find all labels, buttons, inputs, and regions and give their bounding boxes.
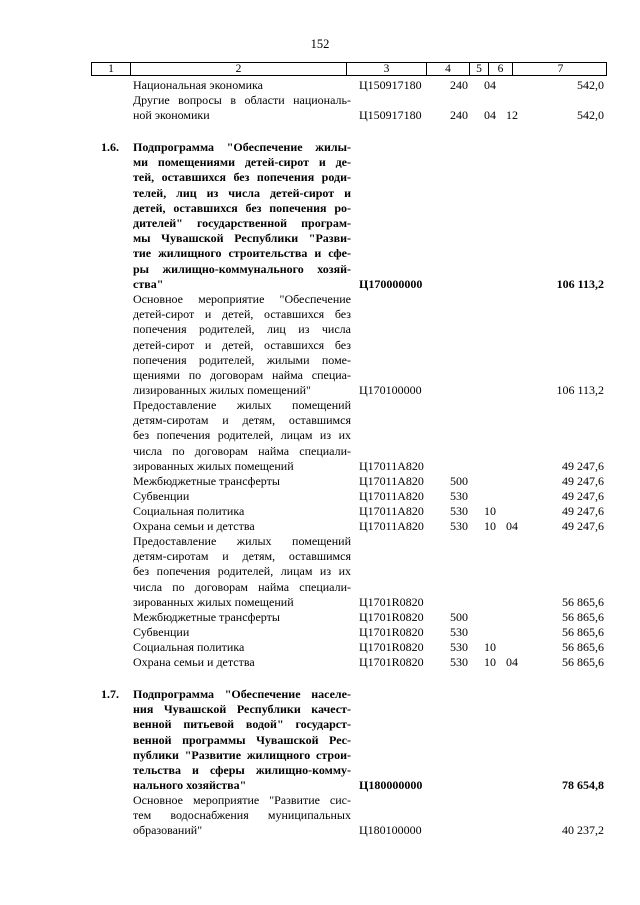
- target-code: Ц1701R0820: [359, 640, 424, 654]
- target-code: Ц1701R0820: [359, 655, 424, 669]
- target-code: Ц1701R0820: [359, 594, 424, 609]
- row-name-line: Другие вопросы в области националь-: [133, 93, 351, 107]
- row-name-line: детей-сирот и детей, оставшихся без: [133, 337, 351, 352]
- amount: 106 113,2: [556, 383, 604, 398]
- row-name: [133, 534, 351, 610]
- row-name-line: дителей" государственной програм-: [133, 216, 351, 231]
- row-name-line: Предоставление жилых помещений: [133, 398, 351, 412]
- section: 10: [484, 655, 496, 669]
- row-name-line: телей, лиц из числа детей-сирот и: [133, 185, 351, 200]
- row-number: 1.7.: [101, 687, 119, 701]
- row-name-line: тем водоснабжения муниципальных: [133, 808, 351, 823]
- header-col-4: 4: [426, 63, 469, 75]
- row-name: [133, 140, 351, 292]
- subsection: 04: [506, 519, 518, 533]
- expense-type: 530: [450, 625, 468, 639]
- row-name-line: ной экономики: [133, 108, 210, 123]
- header-col-5: 5: [469, 63, 488, 75]
- header-col-3: 3: [346, 63, 426, 75]
- amount: 40 237,2: [562, 823, 604, 838]
- section: 04: [484, 108, 496, 123]
- amount: 56 865,6: [562, 594, 604, 609]
- section: 10: [484, 504, 496, 518]
- page-number: 152: [310, 37, 330, 51]
- row-name: [133, 519, 351, 534]
- target-code: Ц170000000: [359, 276, 423, 291]
- row-name: [133, 504, 351, 519]
- target-code: Ц17011А820: [359, 458, 424, 473]
- target-code: Ц17011А820: [359, 474, 424, 488]
- amount: 49 247,6: [562, 474, 604, 488]
- row-name: [133, 489, 351, 504]
- target-code: Ц17011А820: [359, 504, 424, 518]
- header-col-7: 7: [512, 63, 608, 75]
- target-code: Ц1701R0820: [359, 625, 424, 639]
- row-name: [133, 793, 351, 839]
- row-name-line: попечения родителей, жилыми поме-: [133, 352, 351, 367]
- expense-type: 530: [450, 519, 468, 533]
- row-name-line: публики "Развитие жилищного строи-: [133, 747, 351, 762]
- row-name-line: нального хозяйства": [133, 778, 247, 793]
- row-name-line: Межбюджетные трансферты: [133, 474, 280, 488]
- row-name-line: венной программы Чувашской Рес-: [133, 732, 351, 747]
- expense-type: 530: [450, 640, 468, 654]
- row-name-line: ства": [133, 276, 164, 291]
- row-number: 1.6.: [101, 140, 119, 154]
- table-header: [91, 62, 607, 76]
- section: 04: [484, 78, 496, 92]
- row-name-line: щениями по договорам найма специа-: [133, 368, 351, 383]
- row-name-line: детей-сирот и детей, оставшихся без: [133, 307, 351, 322]
- row-name-line: Субвенции: [133, 625, 190, 639]
- header-col-2: 2: [130, 63, 346, 75]
- row-name-line: тие жилищного строительства и сфе-: [133, 246, 351, 261]
- target-code: Ц180000000: [359, 778, 423, 793]
- row-name-line: мы Чувашской Республики "Разви-: [133, 231, 351, 246]
- row-name-line: Межбюджетные трансферты: [133, 610, 280, 624]
- row-name-line: образований": [133, 823, 203, 838]
- row-name-line: тельства и сферы жилищно-комму-: [133, 763, 351, 778]
- expense-type: 240: [450, 108, 468, 123]
- amount: 49 247,6: [562, 519, 604, 533]
- header-col-1: 1: [108, 63, 114, 75]
- row-name: [133, 78, 351, 93]
- target-code: Ц17011А820: [359, 489, 424, 503]
- row-name-line: венной питьевой водой" государст-: [133, 717, 351, 732]
- row-name-line: ния Чувашской Республики качест-: [133, 702, 351, 717]
- row-name: [133, 610, 351, 625]
- expense-type: 530: [450, 655, 468, 669]
- amount: 56 865,6: [562, 640, 604, 654]
- expense-type: 530: [450, 504, 468, 518]
- row-name-line: Охрана семьи и детства: [133, 519, 255, 533]
- target-code: Ц1701R0820: [359, 610, 424, 624]
- row-name: [133, 640, 351, 655]
- row-name: [133, 93, 351, 123]
- amount: 78 654,8: [562, 778, 604, 793]
- row-name-line: Подпрограмма "Обеспечение населе-: [133, 687, 351, 701]
- target-code: Ц150917180: [359, 78, 422, 92]
- row-name-line: ми помещениями детей-сирот и де-: [133, 155, 351, 170]
- row-name: [133, 687, 351, 793]
- row-name-line: детям-сиротам и детям, оставшимся: [133, 549, 351, 564]
- row-name-line: без попечения родителей, лицам из их: [133, 428, 351, 443]
- target-code: Ц180100000: [359, 823, 422, 838]
- expense-type: 500: [450, 610, 468, 624]
- amount: 542,0: [577, 78, 604, 92]
- amount: 56 865,6: [562, 625, 604, 639]
- row-name: [133, 398, 351, 474]
- row-name: [133, 474, 351, 489]
- row-name-line: лизированных жилых помещений": [133, 383, 311, 398]
- header-col-6: 6: [488, 63, 512, 75]
- expense-type: 240: [450, 78, 468, 92]
- row-name-line: Подпрограмма "Обеспечение жилы-: [133, 140, 351, 154]
- amount: 49 247,6: [562, 458, 604, 473]
- row-name-line: Социальная политика: [133, 504, 245, 518]
- row-name-line: попечения родителей, лиц из числа: [133, 322, 351, 337]
- row-name-line: Социальная политика: [133, 640, 245, 654]
- expense-type: 530: [450, 489, 468, 503]
- row-name: [133, 655, 351, 670]
- row-name: [133, 625, 351, 640]
- row-name-line: ры жилищно-коммунального хозяй-: [133, 261, 351, 276]
- amount: 49 247,6: [562, 504, 604, 518]
- row-name-line: зированных жилых помещений: [133, 594, 294, 609]
- row-name-line: числа по договорам найма специали-: [133, 443, 351, 458]
- amount: 56 865,6: [562, 655, 604, 669]
- row-name-line: Субвенции: [133, 489, 190, 503]
- row-name-line: Национальная экономика: [133, 78, 263, 92]
- row-name-line: тей, оставшихся без попечения роди-: [133, 170, 351, 185]
- amount: 49 247,6: [562, 489, 604, 503]
- subsection: 04: [506, 655, 518, 669]
- target-code: Ц150917180: [359, 108, 422, 123]
- target-code: Ц17011А820: [359, 519, 424, 533]
- row-name-line: числа по договорам найма специали-: [133, 579, 351, 594]
- section: 10: [484, 640, 496, 654]
- row-name-line: детям-сиротам и детям, оставшимся: [133, 413, 351, 428]
- row-name-line: Охрана семьи и детства: [133, 655, 255, 669]
- amount: 542,0: [577, 108, 604, 123]
- section: 10: [484, 519, 496, 533]
- row-name-line: без попечения родителей, лицам из их: [133, 564, 351, 579]
- target-code: Ц170100000: [359, 383, 422, 398]
- row-name-line: Основное мероприятие "Обеспечение: [133, 292, 351, 306]
- subsection: 12: [506, 108, 518, 123]
- amount: 56 865,6: [562, 610, 604, 624]
- row-name-line: Основное мероприятие "Развитие сис-: [133, 793, 351, 807]
- row-name-line: детей, оставшихся без попечения ро-: [133, 200, 351, 215]
- amount: 106 113,2: [556, 276, 604, 291]
- row-name-line: зированных жилых помещений: [133, 458, 294, 473]
- expense-type: 500: [450, 474, 468, 488]
- row-name-line: Предоставление жилых помещений: [133, 534, 351, 548]
- row-name: [133, 292, 351, 398]
